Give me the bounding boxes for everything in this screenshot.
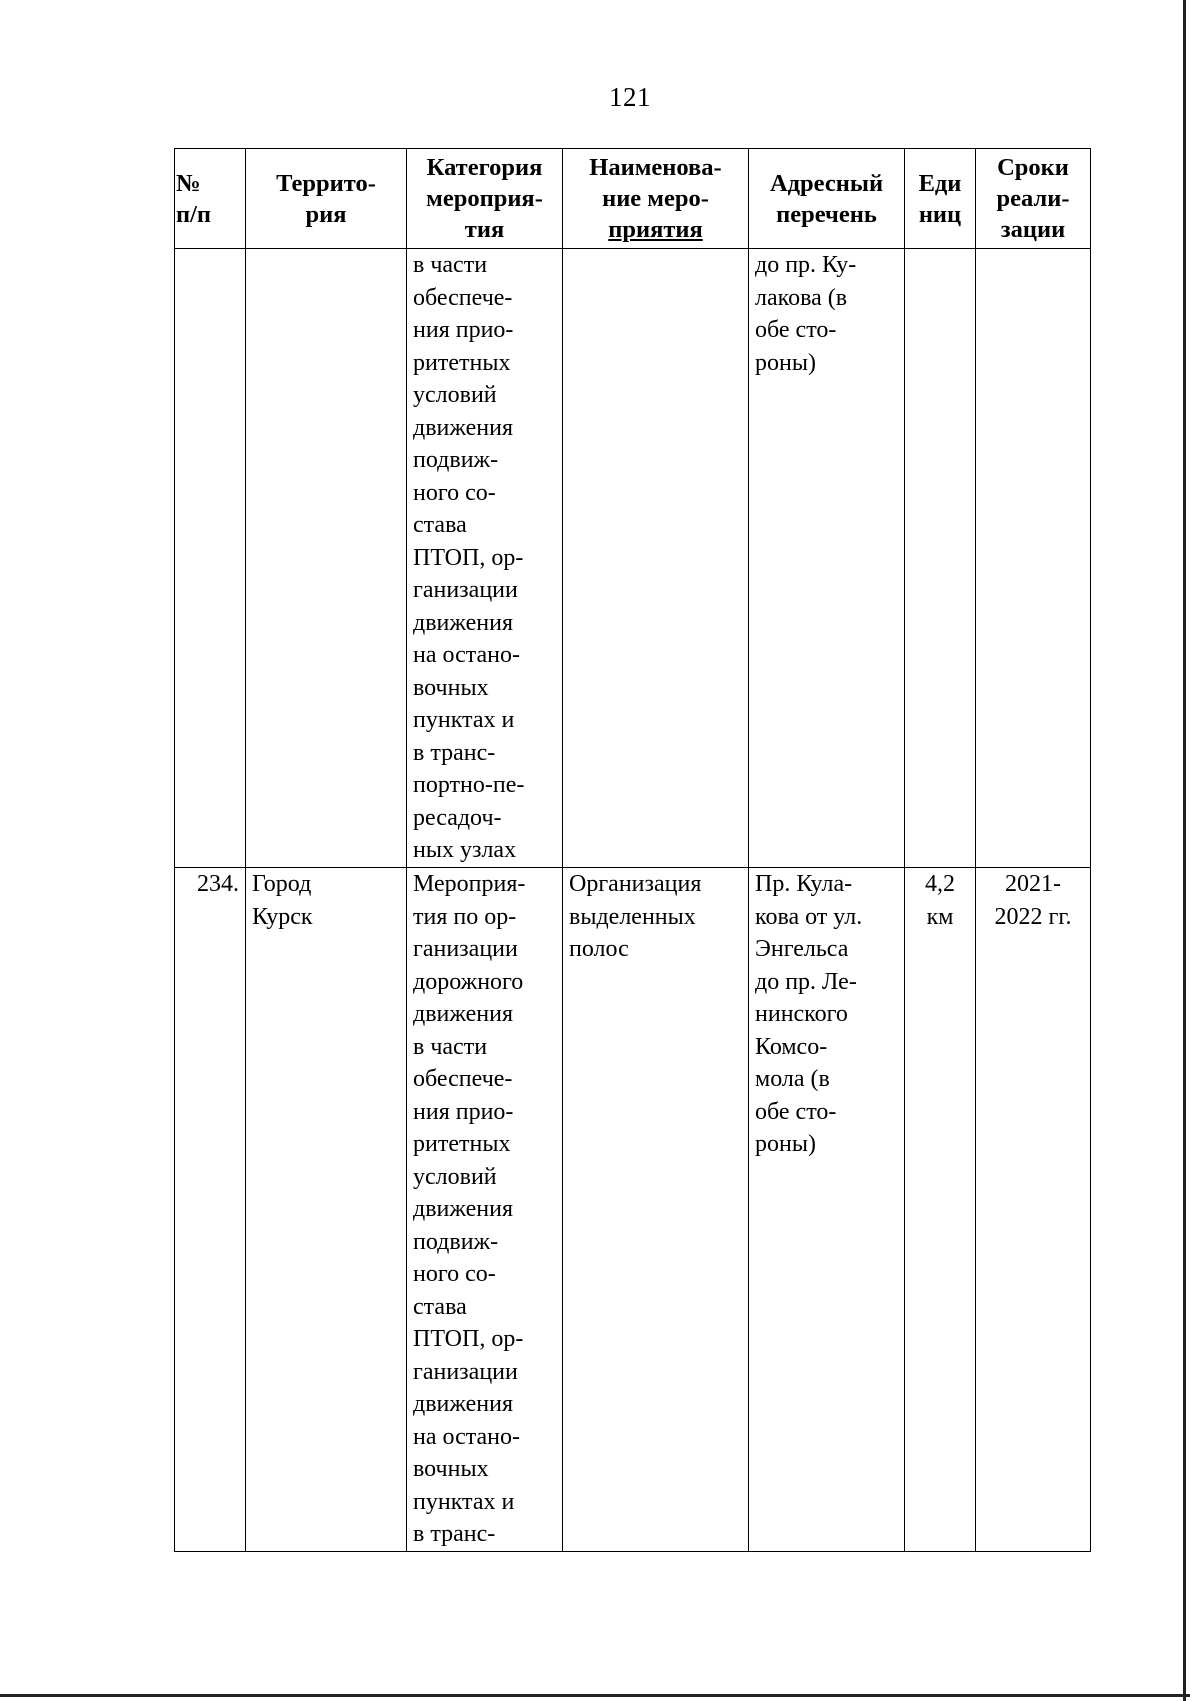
- cell-address: Пр. Кула- кова от ул. Энгельса до пр. Ле- нинского Комсо- мола (в обе сто- роны): [749, 868, 905, 1552]
- table-header-row: [175, 149, 1091, 249]
- cell-term: [976, 249, 1091, 868]
- header-address: Адресный перечень: [749, 149, 905, 249]
- header-name: Наименова- ние меро- приятия: [563, 149, 749, 249]
- header-term: Сроки реали- зации: [976, 149, 1091, 249]
- cell-territory: [246, 249, 407, 868]
- page-edge-right: [1183, 0, 1186, 1701]
- measures-table: [174, 148, 1091, 1552]
- cell-address: до пр. Ку- лакова (в обе сто- роны): [749, 249, 905, 868]
- header-unit: Еди ниц: [905, 149, 976, 249]
- cell-term: 2021- 2022 гг.: [976, 868, 1091, 1552]
- cell-name: [563, 249, 749, 868]
- cell-unit: [905, 249, 976, 868]
- header-category: Категория мероприя- тия: [407, 149, 563, 249]
- header-num: № п/п: [175, 149, 246, 249]
- cell-num: [175, 249, 246, 868]
- page-edge-bottom: [0, 1694, 1190, 1697]
- header-territory: Террито- рия: [246, 149, 407, 249]
- cell-num: 234.: [175, 868, 246, 1552]
- table-row: [175, 868, 1091, 1552]
- cell-territory: Город Курск: [246, 868, 407, 1552]
- cell-category: в части обеспече- ния прио- ритетных условий движения подвиж- ного со- става ПТОП, ор- ганизации движения на остано- вочных пунктах и в транс- портно-пе- ресадоч- ных узлах: [407, 249, 563, 868]
- cell-unit: 4,2 км: [905, 868, 976, 1552]
- page-number: 121: [609, 82, 651, 112]
- cell-name: Организация выделенных полос: [563, 868, 749, 1552]
- cell-category: Мероприя- тия по ор- ганизации дорожного движения в части обеспече- ния прио- ритетных условий движения подвиж- ного со- става ПТОП, ор- ганизации движения на остано- вочных пунктах и в транс-: [407, 868, 563, 1552]
- table-row: [175, 249, 1091, 868]
